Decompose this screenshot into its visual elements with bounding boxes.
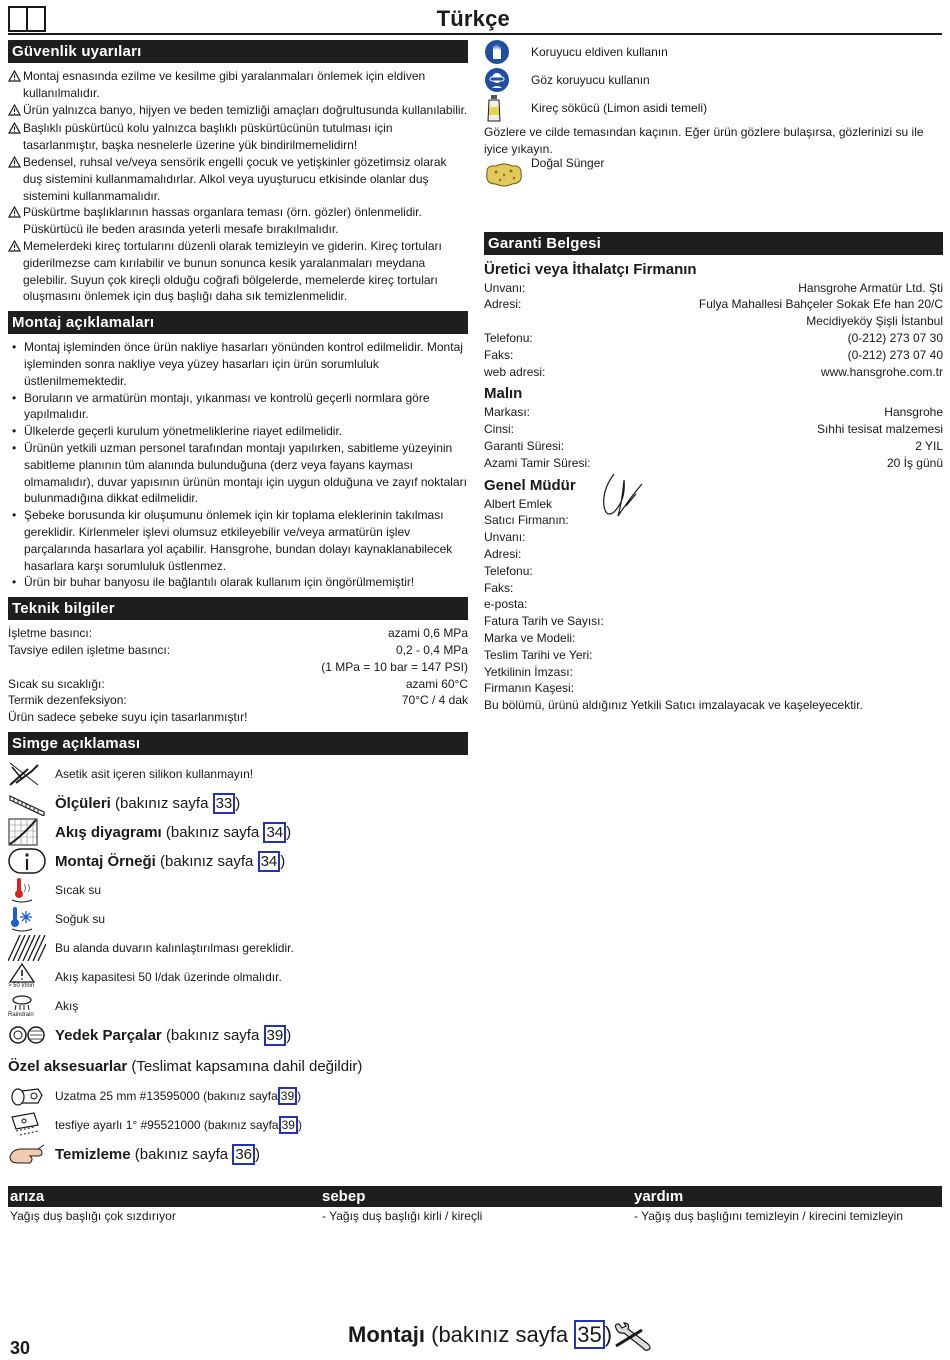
safety-item xyxy=(8,204,468,238)
maker-row xyxy=(484,313,943,330)
technical-key: Tavsiye edilen işletme basıncı: xyxy=(8,642,171,657)
fault-cell: Yağış duş başlığı çok sızdırıyor xyxy=(10,1209,176,1223)
close-paren: ) xyxy=(604,1322,613,1347)
technical-row xyxy=(8,625,468,642)
technical-row xyxy=(8,676,468,693)
silicone-text: Asetik asit içeren silikon kullanmayın! xyxy=(55,767,254,782)
cold-water-text: Soğuk su xyxy=(55,912,106,927)
seller-line: e-posta: xyxy=(484,597,528,612)
symbol-row xyxy=(8,1021,468,1050)
spare-parts-icon xyxy=(8,1022,46,1048)
column-header-remedy: yardım xyxy=(634,1188,684,1205)
list-item-text: Ürünün yetkili uzman personel tarafından montajı yapılırken, sabitleme yüzeyinin sabitleme planının tüm alanında bulunduğuna (derz veya fayans kayması olmamalıdır), duvar yapısının ürünün montajı için uygun olduğuna ve zayıf noktaları bulunmadığına dikkat edilmelidir. xyxy=(24,440,467,506)
general-manager-heading: Genel Müdür xyxy=(484,476,576,494)
technical-key: İşletme basıncı: xyxy=(8,626,93,641)
product-value: 20 İş günü xyxy=(886,455,943,470)
symbol-row xyxy=(8,876,468,905)
signature-icon xyxy=(596,472,646,522)
product-key: Garanti Süresi: xyxy=(484,438,565,453)
accessory-row xyxy=(8,1111,468,1140)
seller-line: Satıcı Firmanın: xyxy=(484,513,569,528)
safety-item xyxy=(8,120,468,154)
list-item: • Şebeke borusunda kir oluşumunu önlemek için kir toplama eleklerinin takılması gereklidir. Kirlenmeler işlevi olumsuz etkileyebilir ve/veya armatürün işlev parçalarında hasarlara yol açabilir. Hansgrohe, bundan dolayı kaynaklanabilecek hasarlara karşı sorumluluk üstlenmez. xyxy=(8,507,468,574)
extension-text: Uzatma 25 mm #13595000 (bakınız sayfa xyxy=(55,1089,278,1104)
list-item: • Ülkelerde geçerli kurulum yönetmeliklerine riayet edilmelidir. xyxy=(12,424,343,439)
safety-text: Bedensel, ruhsal ve/veya sensörik engelli çocuk ve yetişkinler gözetimsiz olarak duş sistemini kullanmamalıdırlar. Alkol veya uyuşturucu etkisinde olanlar duş sistemini kullanmamalıdır. xyxy=(23,154,447,203)
troubleshooting-table xyxy=(8,1186,942,1223)
mounting-ref-text: (bakınız sayfa xyxy=(431,1322,569,1347)
flow-capacity-text: Akış kapasitesi 50 l/dak üzerinde olmalıdır. xyxy=(55,970,282,985)
flow-capacity-warning-icon xyxy=(8,963,36,983)
descaler-text: Kireç sökücü (Limon asidi temeli) xyxy=(531,101,708,115)
list-item-text: Boruların ve armatürün montajı, yıkanması ve kontrolü geçerli normlara göre yapılmalıdır. xyxy=(24,390,430,422)
symbol-row xyxy=(8,992,468,1021)
list-item-text: Ülkelerde geçerli kurulum yönetmeliklerine riayet edilmelidir. xyxy=(24,424,343,439)
book-icon xyxy=(8,6,46,32)
ruler-icon xyxy=(8,790,46,816)
warning-icon xyxy=(8,104,21,116)
technical-value: azami 0,6 MPa xyxy=(387,626,468,641)
seller-line: Yetkilinin İmzası: xyxy=(484,664,573,679)
list-item-text: Şebeke borusunda kir oluşumunu önlemek için kir toplama eleklerinin takılması gereklidir. Kirlenmeler işlevi olumsuz etkileyebilir ve/veya armatürün işlev parçalarında hasarlara yol açabilir. Hansgrohe, bundan dolayı kaynaklanabilecek hasarlara karşı sorumluluk üstlenmez. xyxy=(24,508,453,573)
technical-key: Termik dezenfeksiyon: xyxy=(8,693,127,708)
page-link-39[interactable]: 39 xyxy=(278,1087,297,1105)
dimensions-label: Ölçüleri xyxy=(55,794,111,812)
technical-row xyxy=(8,642,468,659)
extension-icon xyxy=(8,1083,46,1109)
safety-item xyxy=(8,238,468,305)
page-link-34[interactable]: 34 xyxy=(263,822,286,843)
flow-diagram-ref: (bakınız sayfa xyxy=(165,823,260,841)
page-number: 30 xyxy=(10,1338,31,1358)
safety-text: Memelerdeki kireç tortularını düzenli olarak temizleyin ve giderin. Kireç tortuları giderilmezse cam kırılabilir ve bunun sonunca kesik yaralanmaları meydana gelebilir. Suyun çok kireçli olduğu coğrafi bölgelerde, memelerde kireç tortuları oluşmasını önlemek için duş başlığı daha sık temizlenmelidir. xyxy=(23,238,442,304)
list-item: • Boruların ve armatürün montajı, yıkanması ve kontrolü geçerli normlara göre yapılmalıdır. xyxy=(8,390,468,424)
symbol-row xyxy=(8,818,468,847)
seller-line: Faks: xyxy=(484,580,514,595)
close-paren: ) xyxy=(280,852,286,870)
technical-row xyxy=(8,659,468,676)
maker-value: www.hansgrohe.com.tr xyxy=(820,364,943,379)
product-value: Hansgrohe xyxy=(884,405,943,420)
wall-hatch-icon xyxy=(8,935,46,961)
maker-key: Unvanı: xyxy=(484,280,526,295)
footer-mounting-ref xyxy=(348,1322,612,1348)
safety-heading: Güvenlik uyarıları xyxy=(8,40,468,63)
symbol-row xyxy=(8,905,468,934)
list-item: • Montaj işleminden önce ürün nakliye hasarları yönünden kontrol edilmelidir. Montaj işleminden sonra nakliye veya yüzey hasarları için ürün sorumluluk üstlenilmemektedir. xyxy=(8,339,468,389)
cold-water-icon xyxy=(8,905,36,933)
gloves-row xyxy=(484,38,943,66)
mounting-notes-heading: Montaj açıklamaları xyxy=(8,311,468,334)
warning-icon xyxy=(8,240,21,252)
product-row xyxy=(484,421,943,438)
product-key: Cinsi: xyxy=(484,422,515,437)
symbol-row xyxy=(8,934,468,963)
page-link-33[interactable]: 33 xyxy=(213,793,236,814)
maker-row xyxy=(484,364,943,381)
sponge-row xyxy=(484,155,943,192)
product-heading: Malın xyxy=(484,385,523,403)
dimensions-ref: (bakınız sayfa xyxy=(115,794,209,812)
shower-head-icon xyxy=(8,992,36,1012)
close-paren: ) xyxy=(286,823,292,841)
mounting-example-ref: (bakınız sayfa xyxy=(160,852,254,870)
remedy-cell: - Yağış duş başlığını temizleyin / kirecini temizleyin xyxy=(634,1209,903,1223)
descaler-bottle-icon xyxy=(484,94,504,122)
maker-value: (0-212) 273 07 40 xyxy=(847,347,943,362)
seller-line: Marka ve Modeli: xyxy=(484,630,576,645)
maker-row xyxy=(484,296,943,313)
technical-table xyxy=(8,625,468,726)
warning-icon xyxy=(8,156,21,168)
product-value: 2 YIL xyxy=(915,438,943,453)
maker-key: Telefonu: xyxy=(484,330,533,345)
mounting-example-label: Montaj Örneği xyxy=(55,852,156,870)
maker-heading: Üretici veya İthalatçı Firmanın xyxy=(484,260,697,278)
shower-icon-label: Raindrain xyxy=(8,1012,34,1019)
close-paren: ) xyxy=(297,1118,302,1133)
sponge-icon xyxy=(484,161,524,189)
leveling-text: tesfiye ayarlı 1° #95521000 (bakınız sayfa xyxy=(55,1118,279,1133)
list-item: • Ürün bir buhar banyosu ile bağlantılı olarak kullanım için öngörülmemiştir! xyxy=(12,575,415,590)
gloves-text: Koruyucu eldiven kullanın xyxy=(531,45,668,59)
seller-line: Telefonu: xyxy=(484,563,533,578)
maker-row xyxy=(484,280,943,297)
wall-text: Bu alanda duvarın kalınlaştırılması gereklidir. xyxy=(55,941,294,956)
maker-row xyxy=(484,347,943,364)
product-row xyxy=(484,438,943,455)
product-value: Sıhhi tesisat malzemesi xyxy=(816,422,943,437)
maker-key: Adresi: xyxy=(484,297,522,312)
maker-key: web adresi: xyxy=(484,364,546,379)
close-paren: ) xyxy=(286,1026,292,1044)
page-link-34[interactable]: 34 xyxy=(258,851,281,872)
troubleshooting-header xyxy=(8,1186,942,1207)
general-manager-block xyxy=(484,476,943,496)
leveling-icon xyxy=(8,1111,46,1139)
flow-capacity-icon-label: > 50 l/min xyxy=(8,983,35,990)
flow-diagram-label: Akış diyagramı xyxy=(55,823,162,841)
mounting-label: Montajı xyxy=(348,1322,425,1347)
product-key: Azami Tamir Süresi: xyxy=(484,455,591,470)
maker-value: Fulya Mahallesi Bahçeler Sokak Efe han 20/C xyxy=(698,297,943,312)
close-paren: ) xyxy=(235,794,241,812)
safety-text: Ürün yalnızca banyo, hijyen ve beden temizliği amaçları doğrultusunda kullanılabilir. xyxy=(23,102,468,117)
symbol-row xyxy=(8,847,468,876)
seller-line: Firmanın Kaşesi: xyxy=(484,681,575,696)
table-row xyxy=(8,1209,942,1223)
left-column xyxy=(8,40,468,1169)
safety-list xyxy=(8,68,468,305)
goggles-row xyxy=(484,66,943,94)
safety-item xyxy=(8,102,468,121)
seller-line: Unvanı: xyxy=(484,530,526,545)
wrench-icon xyxy=(612,1322,654,1352)
hot-water-icon xyxy=(8,876,36,904)
flow-diagram-icon xyxy=(8,818,38,846)
column-header-fault: arıza xyxy=(10,1188,45,1205)
list-item-text: Montaj işleminden önce ürün nakliye hasarları yönünden kontrol edilmelidir. Montaj işleminden sonra nakliye veya yüzey hasarları için ürün sorumluluk üstlenilmemektedir. xyxy=(24,340,463,388)
cleaning-label: Temizleme xyxy=(55,1145,131,1163)
info-icon xyxy=(8,847,46,875)
symbols-heading: Simge açıklaması xyxy=(8,732,468,755)
seller-line: Albert Emlek xyxy=(484,496,553,511)
descaler-row xyxy=(484,94,943,122)
maker-key: Faks: xyxy=(484,347,514,362)
symbol-row xyxy=(8,760,468,789)
close-paren: ) xyxy=(297,1089,302,1104)
silicone-gun-icon xyxy=(8,761,44,787)
list-item-text: Ürün bir buhar banyosu ile bağlantılı olarak kullanım için öngörülmemiştir! xyxy=(24,575,415,590)
symbol-row xyxy=(8,963,468,992)
spare-parts-label: Yedek Parçalar xyxy=(55,1026,162,1044)
symbol-row xyxy=(8,789,468,818)
mounting-notes-list xyxy=(8,339,468,591)
sponge-text: Doğal Sünger xyxy=(531,155,605,170)
accessory-row xyxy=(8,1082,468,1111)
warning-icon xyxy=(8,70,21,82)
spray-text: Akış xyxy=(55,999,79,1014)
list-item: • Ürünün yetkili uzman personel tarafından montajı yapılırken, sabitleme yüzeyinin sabitleme planının tüm alanında bulunduğuna (derz veya fayans kayması olmamalıdır), duvar yapısının ürünün montajı için uygun olduğuna ve zayıf noktaları bulunmadığına dikkat edilmelidir. xyxy=(12,440,467,506)
symbols-list xyxy=(8,760,468,1050)
maker-row xyxy=(484,330,943,347)
accessories-list xyxy=(8,1082,468,1169)
technical-value: (1 MPa = 10 bar = 147 PSI) xyxy=(321,659,468,674)
seller-line: Teslim Tarihi ve Yeri: xyxy=(484,647,593,662)
maker-table xyxy=(484,280,943,381)
cleaning-hand-icon xyxy=(8,1141,48,1167)
page-link-39[interactable]: 39 xyxy=(264,1025,287,1046)
goggles-text: Göz koruyucu kullanın xyxy=(531,73,650,87)
page-link-39[interactable]: 39 xyxy=(279,1116,298,1134)
eye-contact-note: Gözlere ve cilde temasından kaçının. Eğer ürün gözlere bulaşırsa, gözlerinizi su ile iyice yıkayın. xyxy=(484,125,924,156)
technical-value: azami 60°C xyxy=(405,676,468,691)
page-link-35[interactable]: 35 xyxy=(574,1320,604,1349)
right-column xyxy=(484,38,943,714)
warranty-heading: Garanti Belgesi xyxy=(484,232,943,255)
accessories-note: (Teslimat kapsamına dahil değildir) xyxy=(131,1057,363,1075)
technical-row xyxy=(8,692,468,709)
product-table xyxy=(484,404,943,471)
technical-value: 70°C / 4 dak xyxy=(401,693,468,708)
product-key: Markası: xyxy=(484,405,531,420)
hot-water-text: Sıcak su xyxy=(55,883,102,898)
seller-line: Adresi: xyxy=(484,546,522,561)
safety-text: Başlıklı püskürtücü kolu yalnızca başlıklı püskürtücünün tutulması için tasarlanmıştır, başka nesnelerle üzerine yük bindirilmemelidirn! xyxy=(23,121,393,153)
safety-item xyxy=(8,68,468,102)
accessories-heading xyxy=(8,1056,468,1078)
seller-lines xyxy=(484,496,943,714)
language-title: Türkçe xyxy=(436,6,510,31)
column-header-cause: sebep xyxy=(322,1188,366,1205)
safety-item xyxy=(8,154,468,204)
maker-value: Mecidiyeköy Şişli İstanbul xyxy=(806,314,943,329)
seller-line: Fatura Tarih ve Sayısı: xyxy=(484,614,604,629)
close-paren: ) xyxy=(255,1145,261,1163)
maker-value: Hansgrohe Armatür Ltd. Şti xyxy=(798,280,943,295)
accessory-row xyxy=(8,1140,468,1169)
product-row xyxy=(484,455,943,472)
product-row xyxy=(484,404,943,421)
accessories-label: Özel aksesuarlar xyxy=(8,1057,128,1075)
safety-text: Montaj esnasında ezilme ve kesilme gibi yaralanmaları önlemek için eldiven kullanılmalıdır. xyxy=(23,69,426,100)
warning-icon xyxy=(8,122,21,134)
page-link-36[interactable]: 36 xyxy=(232,1144,255,1165)
gloves-icon xyxy=(484,39,510,65)
seller-line: Bu bölümü, ürünü aldığınız Yetkili Satıcı imzalayacak ve kaşeleyecektir. xyxy=(484,698,863,713)
warning-icon xyxy=(8,206,21,218)
safety-text: Püskürtme başlıklarının hassas organlara teması (örn. gözler) önlenmelidir. Püskürtücü ile beden arasında yeterli mesafe bırakılmalıdır. xyxy=(23,205,422,237)
technical-note: Ürün sadece şebeke suyu için tasarlanmıştır! xyxy=(8,710,248,725)
technical-key: Sıcak su sıcaklığı: xyxy=(8,676,105,691)
technical-value: 0,2 - 0,4 MPa xyxy=(395,642,468,657)
maker-value: (0-212) 273 07 30 xyxy=(847,330,943,345)
technical-heading: Teknik bilgiler xyxy=(8,597,468,620)
header-rule xyxy=(8,33,942,35)
cleaning-ref: (bakınız sayfa xyxy=(134,1145,229,1163)
spare-parts-ref: (bakınız sayfa xyxy=(165,1026,260,1044)
goggles-icon xyxy=(484,67,510,93)
cause-cell: - Yağış duş başlığı kirli / kireçli xyxy=(322,1209,483,1223)
